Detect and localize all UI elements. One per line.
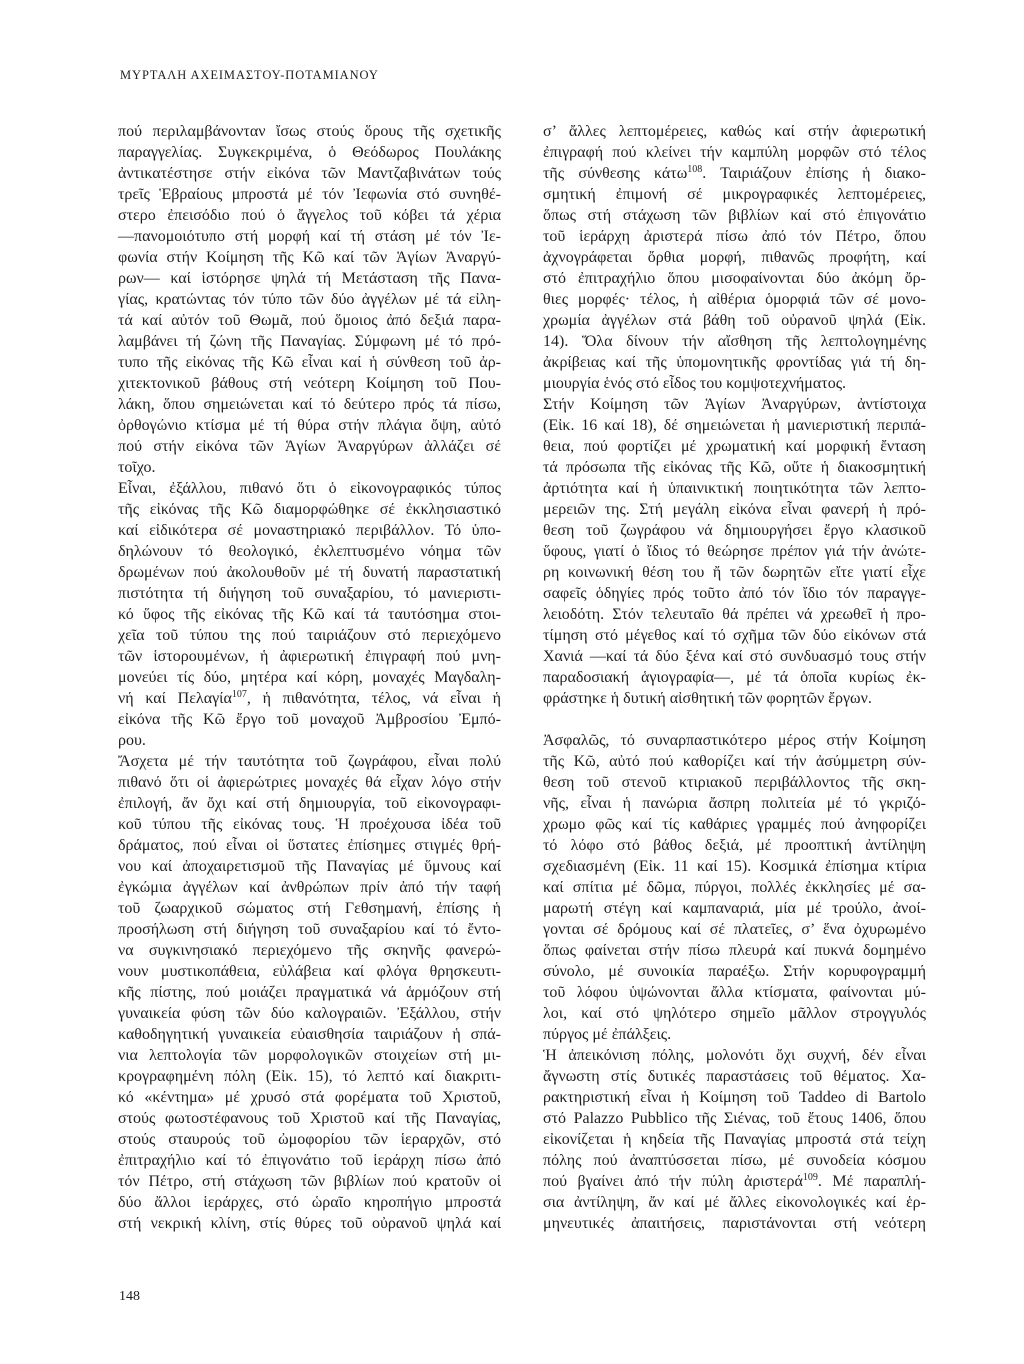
text-line: ρων— καί ἱστόρησε ψηλά τή Μετάσταση τῆς Πανα- xyxy=(118,270,501,287)
text-line: γονται σέ δρόμους καί σέ πλατεῖες, σ’ ἕνα ὀχυρωμένο xyxy=(543,921,926,938)
text-line: ὅπως φαίνεται στήν πίσω πλευρά καί πυκνά δομημένο xyxy=(543,942,926,959)
text-line: πιστότητα τή διήγηση τοῦ συναξαρίου, τό μανιεριστι- xyxy=(118,585,501,602)
text-line: νουν μυστικοπάθεια, εὐλάβεια καί φλόγα θρησκευτι- xyxy=(118,963,501,980)
text-line: Χανιά —καί τά δύο ξένα καί στό συνδυασμό τους στήν xyxy=(543,648,926,665)
text-line: 14). Ὅλα δίνουν τήν αἴσθηση τῆς λεπτολογημένης xyxy=(543,333,926,350)
text-line: τό λόφο στό βάθος δεξιά, μέ προοπτική ἀντίληψη xyxy=(543,837,926,854)
text-line: τῆς εἰκόνας τῆς Κῶ διαμορφώθηκε σέ ἐκκλησιαστικό xyxy=(118,501,501,518)
text-line: μονεύει τίς δύο, μητέρα καί κόρη, μοναχές Μαγδαλη- xyxy=(118,669,501,686)
text-line: χρωμο φῶς καί τίς καθάριες γραμμές πού ἀνηφορίζει xyxy=(543,816,926,833)
text-segment: νή καί Πελαγία xyxy=(118,690,232,707)
text-line: νου καί ἀποχαιρετισμοῦ τῆς Παναγίας μέ ὕμνους καί xyxy=(118,858,501,875)
text-line: εἰκόνα τῆς Κῶ ἔργο τοῦ μοναχοῦ Ἀμβροσίου Ἐμπό- xyxy=(118,711,501,728)
text-line: ἀντικατέστησε στήν εἰκόνα τῶν Μαντζαβινάτων τούς xyxy=(118,165,501,182)
right-text-column xyxy=(543,121,926,1234)
text-line: τοῦ λόφου ὑψώνονται ἄλλα κτίσματα, φαίνονται μύ- xyxy=(543,984,926,1001)
text-line: (Εἰκ. 16 καί 18), δέ σημειώνεται ἡ μανιεριστική περιπά- xyxy=(543,417,926,434)
text-line: παραγγελίας. Συγκεκριμένα, ὁ Θεόδωρος Πουλάκης xyxy=(118,144,501,161)
text-line: τῶν ἱστορουμένων, ἡ ἀφιερωτική ἐπιγραφή πού μνη- xyxy=(118,648,501,665)
text-line: στό Palazzo Pubblico τῆς Σιένας, τοῦ ἔτους 1406, ὅπου xyxy=(543,1110,926,1127)
text-line: μηνευτικές ἀπαιτήσεις, παριστάνονται στή νεότερη xyxy=(543,1215,926,1232)
text-line: —πανομοιότυπο στή μορφή καί τή στάση μέ τόν Ἰε- xyxy=(118,228,501,245)
text-line: ἐπιγραφή πού κλείνει τήν καμπύλη μορφῶν στό τέλος xyxy=(543,144,926,161)
paragraph xyxy=(543,1045,926,1234)
text-line: θεση τοῦ στενοῦ κτιριακοῦ περιβάλλοντος τῆς σκη- xyxy=(543,774,926,791)
text-line: μαρωτή στέγη καί καμπαναριά, μία μέ τρούλο, ἀνοί- xyxy=(543,900,926,917)
text-line: πόλης πού ἀναπτύσσεται πίσω, μέ συνοδεία κόσμου xyxy=(543,1152,926,1169)
text-line: δύο ἄλλοι ἱεράρχες, στό ὡραῖο κηροπήγιο μπροστά xyxy=(118,1194,501,1211)
text-line: γίας, κρατώντας τόν τύπο τῶν δύο ἀγγέλων μέ τά εἰλη- xyxy=(118,291,501,308)
footnote-reference: 109 xyxy=(802,1172,818,1183)
text-line: κῆς πίστης, πού μοιάζει πραγματικά νά ἁρμόζουν στή xyxy=(118,984,501,1001)
text-line: ἀρτιότητα καί ἡ ὑπαινικτική ποιητικότητα τῶν λεπτο- xyxy=(543,480,926,497)
text-line xyxy=(543,163,926,184)
text-segment: , ἡ πιθανότητα, τέλος, νά εἶναι ἡ xyxy=(246,690,502,707)
text-line: ἄγνωστη στίς δυτικές παραστάσεις τοῦ θέματος. Χα- xyxy=(543,1068,926,1085)
text-line: πού στήν εἰκόνα τῶν Ἁγίων Ἀναργύρων ἀλλάζει σέ xyxy=(118,438,501,455)
text-line: τοῦ ἱεράρχη ἀριστερά πίσω ἀπό τόν Πέτρο, ὅπου xyxy=(543,228,926,245)
text-line: χρωμία ἀγγέλων στά βάθη τοῦ οὐρανοῦ ψηλά (Εἰκ. xyxy=(543,312,926,329)
text-line: κό «κέντημα» μέ χρυσό στά φορέματα τοῦ Χριστοῦ, xyxy=(118,1089,501,1106)
text-line: τόν Πέτρο, στή στάχωση τῶν βιβλίων πού κρατοῦν οἱ xyxy=(118,1173,501,1190)
text-line: ὕφους, γιατί ὁ ἴδιος τό θεώρησε πρέπον γιά τήν ἀνώτε- xyxy=(543,543,926,560)
text-segment: τῆς σύνθεσης κάτω xyxy=(543,165,688,182)
text-line: στερο ἐπεισόδιο πού ὁ ἄγγελος τοῦ κόβει τά χέρια xyxy=(118,207,501,224)
text-line: στούς φωτοστέφανους τοῦ Χριστοῦ καί τῆς Παναγίας, xyxy=(118,1110,501,1127)
running-head-author: ΜΥΡΤΑΛΗ ΑΧΕΙΜΑΣΤΟΥ-ΠΟΤΑΜΙΑΝΟΥ xyxy=(120,68,379,82)
paragraph xyxy=(118,121,501,478)
text-line: Ἀσφαλῶς, τό συναρπαστικότερο μέρος στήν Κοίμηση xyxy=(543,732,926,749)
text-line: να συγκινησιακό περιεχόμενο τῆς σκηνῆς φανερώ- xyxy=(118,942,501,959)
paragraph xyxy=(543,121,926,394)
text-line: τά πρόσωπα τῆς εἰκόνας τῆς Κῶ, οὔτε ἡ διακοσμητική xyxy=(543,459,926,476)
text-segment: πού βγαίνει ἀπό τήν πύλη ἀριστερά xyxy=(543,1173,803,1190)
paragraph xyxy=(543,730,926,1045)
text-line: στή νεκρική κλίνη, στίς θύρες τοῦ οὐρανοῦ ψηλά καί xyxy=(118,1215,501,1232)
text-line: δράματος, πού εἶναι οἱ ὕστατες ἐπίσημες στιγμές θρή- xyxy=(118,837,501,854)
text-line: φράστηκε ἡ δυτική αἰσθητική τῶν φορητῶν ἔργων. xyxy=(543,690,872,707)
text-line: πύργος μέ ἐπάλξεις. xyxy=(543,1026,672,1043)
text-line: Στήν Κοίμηση τῶν Ἁγίων Ἀναργύρων, ἀντίστοιχα xyxy=(543,396,926,413)
text-line: θιες μορφές· τέλος, ἡ αἰθέρια ὁμορφιά τῶν σέ μονο- xyxy=(543,291,926,308)
text-line: ὅπως στή στάχωση τῶν βιβλίων καί στό ἐπιγονάτιο xyxy=(543,207,926,224)
text-line: Ἄσχετα μέ τήν ταυτότητα τοῦ ζωγράφου, εἶναι πολύ xyxy=(118,753,501,770)
text-line: Εἶναι, ἐξάλλου, πιθανό ὅτι ὁ εἰκονογραφικός τύπος xyxy=(118,480,501,497)
paragraph xyxy=(118,478,501,751)
text-line: ρου. xyxy=(118,732,146,749)
text-line: τά καί αὐτόν τοῦ Θωμᾶ, πού ὅμοιος ἀπό δεξιά παρα- xyxy=(118,312,501,329)
text-line: χιτεκτονικοῦ βάθους στή νεότερη Κοίμηση τοῦ Που- xyxy=(118,375,501,392)
text-line: κοῦ τύπου τῆς εἰκόνας τους. Ἡ προέχουσα ἰδέα τοῦ xyxy=(118,816,501,833)
text-line: πιθανό ὅτι οἱ ἀφιερώτριες μοναχές θά εἶχαν λόγο στήν xyxy=(118,774,501,791)
text-line: ἐγκώμια ἀγγέλων καί ἀνθρώπων πρίν ἀπό τήν ταφή xyxy=(118,879,501,896)
text-line: κό ὕφος τῆς εἰκόνας τῆς Κῶ καί τά ταυτόσημα στοι- xyxy=(118,606,501,623)
text-line: ρακτηριστική εἶναι ἡ Κοίμηση τοῦ Taddeo di Bartolo xyxy=(543,1089,926,1106)
text-line: νια λεπτολογία τῶν μορφολογικῶν στοιχείων στή μι- xyxy=(118,1047,501,1064)
text-line: χεῖα τοῦ τύπου της πού ταιριάζουν στό περιεχόμενο xyxy=(118,627,501,644)
text-line: δρωμένων πού ἀκολουθοῦν μέ τή δυνατή παραστατική xyxy=(118,564,501,581)
text-line: σ’ ἄλλες λεπτομέρειες, καθώς καί στήν ἀφιερωτική xyxy=(543,123,926,140)
text-line: στό ἐπιτραχήλιο ὅπου μισοφαίνονται δύο ἀκόμη ὄρ- xyxy=(543,270,926,287)
text-line: λάκη, ὅπου σημειώνεται καί τό δεύτερο πρός τά πίσω, xyxy=(118,396,501,413)
text-line xyxy=(543,1171,926,1192)
text-line: δηλώνουν τό θεολογικό, ἐκλεπτυσμένο νόημα τῶν xyxy=(118,543,501,560)
text-line: τυπο τῆς εἰκόνας τῆς Κῶ εἶναι καί ἡ σύνθεση τοῦ ἀρ- xyxy=(118,354,501,371)
text-segment: . Ταιριάζουν ἐπίσης ἡ διακο- xyxy=(702,165,926,182)
text-line: παραδοσιακή ἁγιογραφία—, μέ τά ὁποῖα κυρίως ἐκ- xyxy=(543,669,926,686)
text-line: καί σπίτια μέ δῶμα, πύργοι, πολλές ἐκκλησίες μέ σα- xyxy=(543,879,926,896)
text-line: προσήλωση στή διήγηση τοῦ συναξαρίου καί τό ἔντο- xyxy=(118,921,501,938)
text-line: σύνολο, μέ συνοικία παραέξω. Στήν κορυφογραμμή xyxy=(543,963,926,980)
footnote-reference: 108 xyxy=(687,164,703,175)
left-text-column xyxy=(118,121,501,1234)
text-line: ἀχνογράφεται ὄρθια μορφή, πιθανῶς προφήτη, καί xyxy=(543,249,926,266)
text-line: μερειῶν της. Στή μεγάλη εἰκόνα εἶναι φανερή ἡ πρό- xyxy=(543,501,926,518)
text-line: Ἡ ἀπεικόνιση πόλης, μολονότι ὄχι συχνή, δέν εἶναι xyxy=(543,1047,926,1064)
text-line: θεση τοῦ ζωγράφου νά δημιουργήσει ἔργο κλασικοῦ xyxy=(543,522,926,539)
text-line xyxy=(118,688,501,709)
text-line: ὀρθογώνιο κτίσμα μέ τή θύρα στήν πλάγια ὄψη, αὐτό xyxy=(118,417,501,434)
text-line: νῆς, εἶναι ἡ πανώρια ἄσπρη πολιτεία μέ τό γκριζό- xyxy=(543,795,926,812)
text-line: λοι, καί στό ψηλότερο σημεῖο μᾶλλον στρογγυλός xyxy=(543,1005,926,1022)
text-line: σια ἀντίληψη, ἄν καί μέ ἄλλες εἰκονολογικές καί ἑρ- xyxy=(543,1194,926,1211)
text-line: θεια, πού φορτίζει μέ χρωματική καί μορφική ἔνταση xyxy=(543,438,926,455)
text-line: φωνία στήν Κοίμηση τῆς Κῶ καί τῶν Ἁγίων Ἀναργύ- xyxy=(118,249,501,266)
text-line: σαφεῖς ὁδηγίες πρός τοῦτο ἀπό τόν ἴδιο τόν παραγγε- xyxy=(543,585,926,602)
page-number: 148 xyxy=(119,1289,140,1304)
text-line: ἐπιτραχήλιο καί τό ἐπιγονάτιο τοῦ ἱεράρχη πίσω ἀπό xyxy=(118,1152,501,1169)
text-line: σχεδιασμένη (Εἰκ. 11 καί 15). Κοσμικά ἐπίσημα κτίρια xyxy=(543,858,926,875)
text-line: στούς σταυρούς τοῦ ὠμοφορίου τῶν ἱεραρχῶν, στό xyxy=(118,1131,501,1148)
text-line: λειοδότη. Στόν τελευταῖο θά πρέπει νά χρεωθεῖ ἡ προ- xyxy=(543,606,926,623)
text-line: τοῦ ζωαρχικοῦ σώματος στή Γεθσημανή, ἐπίσης ἡ xyxy=(118,900,501,917)
text-line: εἰκονίζεται ἡ κηδεία τῆς Παναγίας μπροστά στά τείχη xyxy=(543,1131,926,1148)
text-line: γυναικεία φύση τῶν δύο καλογραιῶν. Ἐξάλλου, στήν xyxy=(118,1005,501,1022)
text-line: τίμηση στό μέγεθος καί τό σχῆμα τῶν δύο εἰκόνων στά xyxy=(543,627,926,644)
text-line: ρη κοινωνική θέση του ἤ τῶν δωρητῶν εἴτε γιατί εἶχε xyxy=(543,564,926,581)
text-line: κρογραφημένη πόλη (Εἰκ. 15), τό λεπτό καί διακριτι- xyxy=(118,1068,501,1085)
text-line: μιουργία ἑνός στό εἶδος του κομψοτεχνήματος. xyxy=(543,375,847,392)
text-line: καί εἰδικότερα σέ μοναστηριακό περιβάλλον. Τό ὑπο- xyxy=(118,522,501,539)
text-line: πού περιλαμβάνονταν ἴσως στούς ὅρους τῆς σχετικῆς xyxy=(118,123,501,140)
text-line: σμητική ἐπιμονή σέ μικρογραφικές λεπτομέρειες, xyxy=(543,186,926,203)
text-line: λαμβάνει τή ζώνη τῆς Παναγίας. Σύμφωνη μέ τό πρό- xyxy=(118,333,501,350)
text-line: τοῖχο. xyxy=(118,459,156,476)
paragraph xyxy=(543,394,926,709)
paragraph xyxy=(118,751,501,1234)
text-line: καθοδηγητική γυναικεία εὐαισθησία ταιριάζουν ἡ σπά- xyxy=(118,1026,501,1043)
text-line: τῆς Κῶ, αὐτό πού καθορίζει καί τήν ἀσύμμετρη σύν- xyxy=(543,753,926,770)
text-segment: . Μέ παραπλή- xyxy=(817,1173,926,1190)
text-line: ἀκρίβειας καί τῆς ὑπομονητικῆς φροντίδας γιά τή δη- xyxy=(543,354,926,371)
text-line: τρεῖς Ἑβραίους μπροστά μέ τόν Ἰεφωνία στό συνηθέ- xyxy=(118,186,501,203)
footnote-reference: 107 xyxy=(231,689,247,700)
text-line: ἐπιλογή, ἄν ὄχι καί στή δημιουργία, τοῦ εἰκονογραφι- xyxy=(118,795,501,812)
